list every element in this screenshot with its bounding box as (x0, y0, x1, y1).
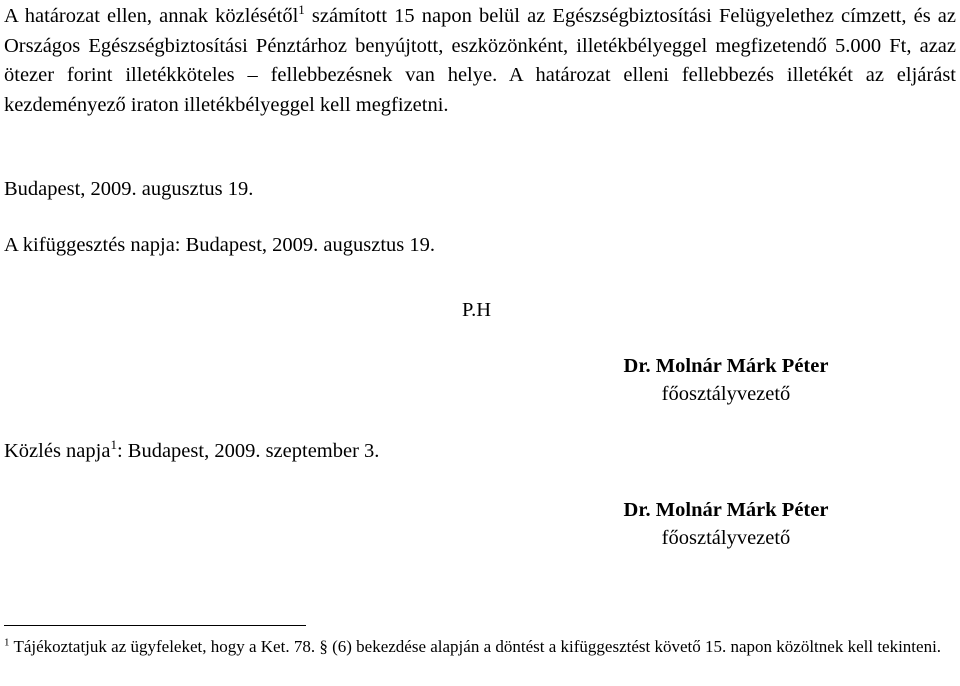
footnote-reference: 1 (298, 2, 305, 18)
delivery-label: Közlés napja (4, 440, 111, 462)
footnote-marker: 1 (4, 636, 10, 649)
footnote-separator (4, 625, 306, 626)
signatory-name: Dr. Molnár Márk Péter (623, 499, 829, 521)
footnote (4, 636, 956, 658)
appeal-paragraph (4, 2, 956, 120)
posting-date-line: A kifüggesztés napja: Budapest, 2009. augusztus 19. (4, 234, 436, 256)
signature-block-1 (596, 352, 856, 408)
footnote-text: Tájékoztatjuk az ügyfeleket, hogy a Ket. 78. § (6) bekezdése alapján a döntést a kifüggesztést követő 15. napon közöltnek kell tekinteni. (9, 637, 942, 656)
signature-block-2 (596, 496, 856, 552)
place-date-line: Budapest, 2009. augusztus 19. (4, 178, 254, 200)
delivery-date: : Budapest, 2009. szeptember 3. (116, 440, 380, 462)
delivery-date-line (4, 438, 379, 464)
signatory-title: főosztályvezető (661, 527, 791, 549)
signatory-title: főosztályvezető (661, 383, 791, 405)
appeal-text-start: A határozat ellen, annak közlésétől (4, 5, 299, 27)
appeal-text-rest: számított 15 napon belül az Egészségbiztosítási Felügyelethez címzett, és az Országos Egészségbiztosítási Pénztárhoz benyújtott, eszközönként, illetékbélyeggel megfizetendő 5.000 Ft, azaz ötezer forint illetékköteles – fellebbezésnek van helye. A határozat elleni fellebbezés illetékét az eljárást kezdeményező iraton illetékbélyeggel kell megfizetni. (4, 5, 956, 116)
signatory-name: Dr. Molnár Márk Péter (623, 355, 829, 377)
delivery-footnote-reference: 1 (110, 437, 117, 453)
stamp-placeholder: P.H (462, 299, 492, 321)
